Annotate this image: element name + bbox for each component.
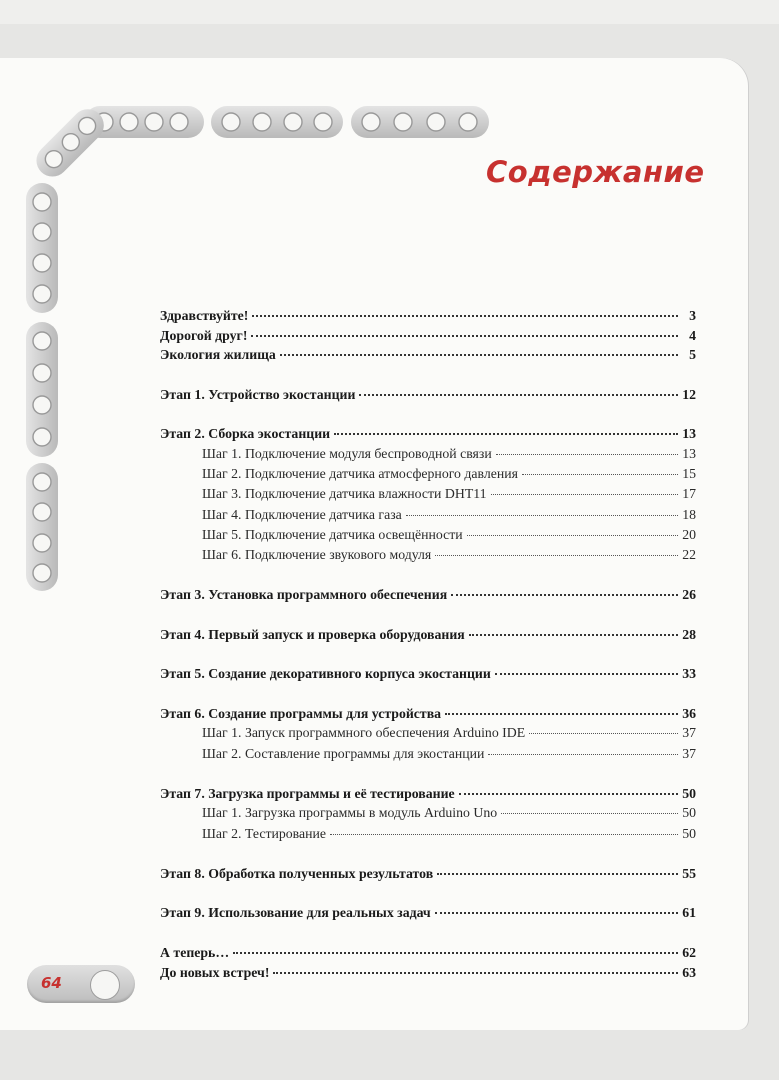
toc-entry [160,664,696,684]
toc-spacer [160,923,696,943]
toc-leader-dots [435,551,678,556]
toc-step-entry [160,723,696,743]
toc-entry [160,345,696,365]
toc-entry [160,864,696,884]
toc-entry [160,704,696,724]
toc-step-entry [160,484,696,504]
toc-leader-dots [435,908,678,914]
toc-entry-label: А теперь… [160,945,230,960]
toc-page-number: 12 [682,386,696,402]
toc-entry-label: Этап 9. Использование для реальных задач [160,905,431,921]
toc-entry-label: Шаг 2. Тестирование [202,825,326,841]
toc-page-number: 37 [682,745,696,761]
toc-step-entry [160,545,696,565]
badge-hole-icon [90,970,120,1000]
toc-leader-dots [251,331,678,337]
toc-entry-label: Экология жилища [160,347,276,363]
toc-page-number: 20 [682,526,696,542]
toc-leader-dots [406,511,678,516]
toc-entry [160,784,696,804]
toc-spacer [160,404,696,424]
toc-page-number: 55 [682,865,696,881]
toc-page-number: 26 [682,587,696,603]
toc-entry-label: Шаг 6. Подключение звукового модуля [202,546,432,562]
toc-leader-dots [495,669,678,675]
toc-entry-label: Дорогой друг! [160,327,248,343]
toc-leader-dots [501,809,678,814]
toc-page-number: 13 [682,426,696,442]
toc-leader-dots [522,470,678,475]
toc-spacer [160,844,696,864]
toc-page-number: 17 [682,486,696,502]
toc-entry-label: Шаг 1. Загрузка программы в модуль Arduino Uno [202,805,498,821]
toc-entry [160,326,696,346]
beam-vertical-1 [26,183,58,313]
toc-spacer [160,644,696,664]
toc-leader-dots [233,948,678,954]
toc-leader-dots [437,869,678,875]
toc-leader-dots [467,531,678,536]
page-title: Содержание [486,155,705,189]
beam-vertical-2 [26,322,58,457]
toc-entry-label: Здравствуйте! [160,308,249,323]
toc-entry [160,963,696,983]
toc-entry-label: Этап 7. Загрузка программы и её тестирование [160,785,455,801]
toc-leader-dots [445,709,678,715]
toc-step-entry [160,744,696,764]
toc-entry [160,424,696,444]
toc-entry-label: Шаг 2. Подключение датчика атмосферного давления [202,466,518,482]
toc-leader-dots [469,630,678,636]
toc-step-entry [160,464,696,484]
toc-page-number: 61 [682,905,696,921]
beam-horizontal-3 [351,106,489,138]
toc-entry [160,625,696,645]
toc-page-number: 63 [682,964,696,980]
toc-page-number: 15 [682,466,696,482]
page-number: 64 [41,974,62,992]
toc-leader-dots [359,390,678,396]
toc-page-number: 36 [682,705,696,721]
toc-leader-dots [496,450,678,455]
toc-leader-dots [459,789,678,795]
toc-page-number: 18 [682,506,696,522]
toc-entry-label: Этап 1. Устройство экостанции [160,386,356,402]
toc-spacer [160,565,696,585]
toc-leader-dots [252,311,678,317]
toc-page-number: 50 [682,785,696,801]
toc-leader-dots [330,830,678,835]
toc-page-number: 5 [689,347,696,363]
beam-vertical-3 [26,463,58,591]
toc-page-number: 22 [682,546,696,562]
toc-entry-label: Шаг 4. Подключение датчика газа [202,506,402,522]
toc-page-number: 50 [682,805,696,821]
toc-entry [160,903,696,923]
toc-entry [160,306,696,326]
toc-page-number: 50 [682,825,696,841]
toc-entry [160,385,696,405]
toc-entry-label: Этап 3. Установка программного обеспечения [160,587,448,603]
toc-page-number: 33 [682,666,696,682]
beam-horizontal-2 [211,106,343,138]
toc-entry [160,943,696,963]
toc-leader-dots [488,750,678,755]
toc-entry-label: До новых встреч! [160,964,270,980]
toc-entry-label: Этап 5. Создание декоративного корпуса экостанции [160,666,491,682]
toc-leader-dots [280,350,678,356]
toc-leader-dots [491,490,678,495]
toc-step-entry [160,505,696,525]
toc-entry-label: Шаг 1. Подключение модуля беспроводной связи [202,445,492,461]
toc-entry-label: Шаг 5. Подключение датчика освещённости [202,526,463,542]
table-of-contents [160,306,696,982]
toc-page-number: 28 [682,626,696,642]
toc-entry-label: Этап 8. Обработка полученных результатов [160,865,434,881]
toc-entry-label: Этап 4. Первый запуск и проверка оборудования [160,626,465,642]
toc-step-entry [160,525,696,545]
toc-leader-dots [529,729,678,734]
toc-step-entry [160,824,696,844]
toc-leader-dots [334,429,678,435]
toc-page-number: 62 [682,945,696,960]
toc-entry-label: Этап 2. Сборка экостанции [160,426,331,442]
toc-spacer [160,883,696,903]
toc-entry-label: Этап 6. Создание программы для устройства [160,705,442,721]
toc-spacer [160,684,696,704]
toc-page-number: 3 [689,308,696,323]
toc-entry [160,585,696,605]
toc-entry-label: Шаг 2. Составление программы для экостанции [202,745,485,761]
toc-leader-dots [451,590,678,596]
toc-entry-label: Шаг 1. Запуск программного обеспечения Arduino IDE [202,725,526,741]
toc-step-entry [160,444,696,464]
toc-step-entry [160,803,696,823]
toc-page-number: 13 [682,445,696,461]
beam-diagonal [30,103,111,184]
toc-spacer [160,365,696,385]
toc-leader-dots [273,968,678,974]
toc-entry-label: Шаг 3. Подключение датчика влажности DHT11 [202,486,487,502]
toc-page-number: 4 [689,327,696,343]
toc-page-number: 37 [682,725,696,741]
toc-spacer [160,764,696,784]
toc-spacer [160,605,696,625]
